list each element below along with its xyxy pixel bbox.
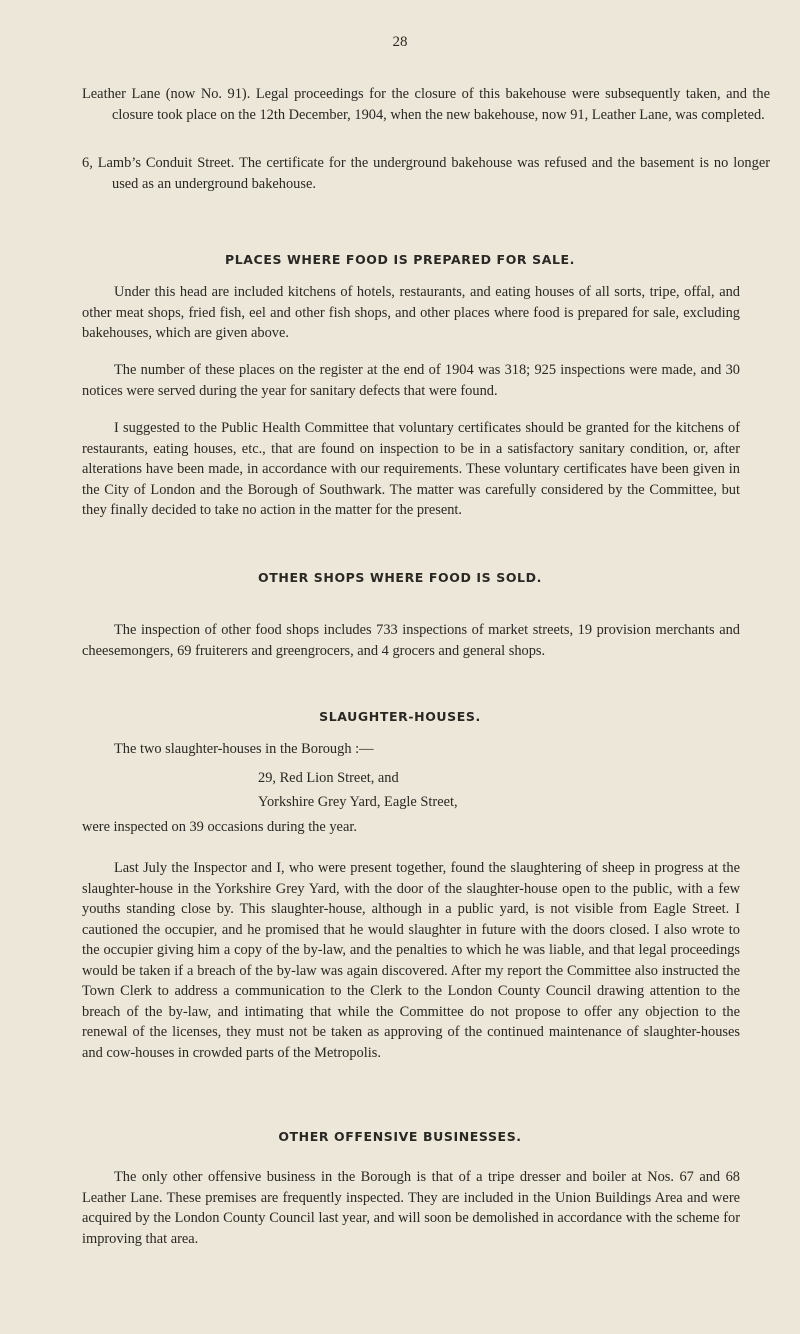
paragraph-places-intro: Under this head are included kitchens of hotels, restaurants, and eating houses of all sorts, tripe, offal, and other meat shops, fried fish, eel and other fish shops, and other places where food is prepared for sale, excluding bakehouses, which are given above. xyxy=(82,284,740,341)
heading-slaughter-houses: SLAUGHTER-HOUSES. xyxy=(319,709,481,724)
heading-places-food-prepared: PLACES WHERE FOOD IS PREPARED FOR SALE. xyxy=(224,252,576,267)
address-yorkshire-grey-yard: Yorkshire Grey Yard, Eagle Street, xyxy=(258,794,458,810)
address-red-lion-street: 29, Red Lion Street, and xyxy=(258,770,399,786)
page-number: 28 xyxy=(392,34,408,50)
paragraph-slaughter-report: Last July the Inspector and I, who were present together, found the slaughtering of sheep in progress at the slaughter-house in the Yorkshire Grey Yard, with the door of the slaughter-house open to the public, with a few youths standing close by. This slaughter-house, although in a public yard, is not visible from Eagle Street. I cautioned the occupier, and he promised that he would slaughter in future with the doors closed. I also wrote to the occupier giving him a copy of the by-law, and the penalties to which he was liable, and that legal proceedings would be taken if a breach of the by-law was again discovered. After my report the Committee also instructed the Town Clerk to address a communication to the Clerk to the London County Council drawing attention to the breach of the by-law, and intimating that while the Committee do not propose to offer any objection to the renewal of the licenses, they must not be taken as approving of the continued maintenance of slaughter-houses and cow-houses in crowded parts of the Metropolis. xyxy=(82,860,740,1061)
paragraph-voluntary-certificates: I suggested to the Public Health Committee that voluntary certificates should be granted for the kitchens of restaurants, eating houses, etc., that are found on inspection to be in a satisfactory sanitary condition, or, after alterations have been made, in accordance with our requirements. These voluntary certificates have been given in the City of London and the Borough of Southwark. The matter was carefully considered by the Committee, but they finally decided to take no action in the matter for the present. xyxy=(82,420,740,518)
paragraph-lambs-conduit: 6, Lamb’s Conduit Street. The certificate for the underground bakehouse was refused and the basement is no longer used as an underground bakehouse. xyxy=(82,155,770,192)
paragraph-places-register: The number of these places on the register at the end of 1904 was 318; 925 inspections were made, and 30 notices were served during the year for sanitary defects that were found. xyxy=(82,362,740,399)
paragraph-slaughter-intro: The two slaughter-houses in the Borough :— xyxy=(114,741,374,757)
heading-other-shops: OTHER SHOPS WHERE FOOD IS SOLD. xyxy=(258,570,542,585)
paragraph-slaughter-inspections: were inspected on 39 occasions during the year. xyxy=(82,819,357,835)
paragraph-offensive-businesses: The only other offensive business in the Borough is that of a tripe dresser and boiler at Nos. 67 and 68 Leather Lane. These premises are frequently inspected. They are included in the Union Buildings Area and were acquired by the London County Council last year, and will soon be demolished in accordance with the scheme for improving that area. xyxy=(82,1169,740,1247)
paragraph-leather-lane: Leather Lane (now No. 91). Legal proceedings for the closure of this bakehouse were subsequently taken, and the closure took place on the 12th December, 1904, when the new bakehouse, now 91, Leather Lane, was completed. xyxy=(82,86,770,123)
paragraph-other-shops: The inspection of other food shops includes 733 inspections of market streets, 19 provision merchants and cheesemongers, 69 fruiterers and greengrocers, and 4 grocers and general shops. xyxy=(82,622,740,659)
heading-offensive-businesses: OTHER OFFENSIVE BUSINESSES. xyxy=(278,1129,522,1144)
